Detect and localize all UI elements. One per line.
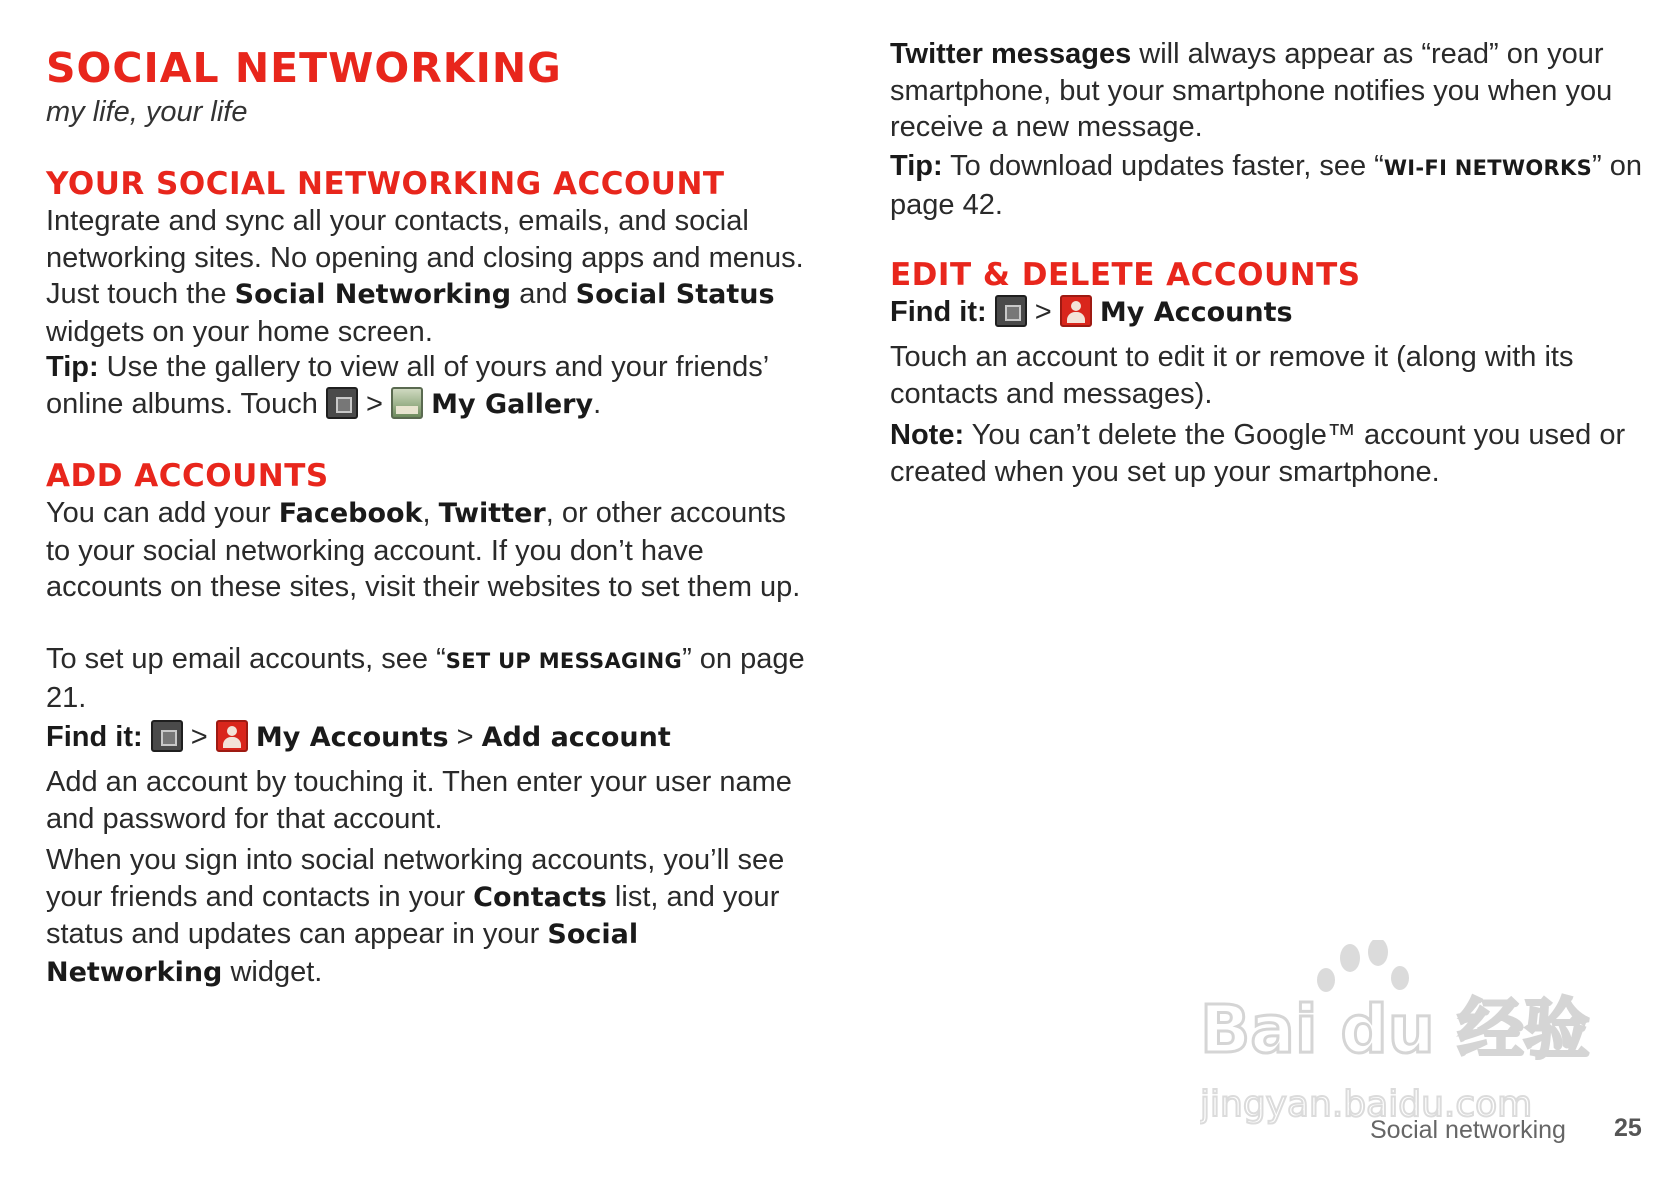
google-note-paragraph: Note: You can’t delete the Google™ account you used or created when you set up your smartphone. (890, 419, 1626, 488)
wifi-networks-ref: WI-FI NETWORKS (1383, 156, 1593, 180)
accounts-icon (216, 720, 248, 752)
heading-edit-delete: EDIT & DELETE ACCOUNTS (890, 257, 1361, 293)
accounts-icon (1060, 295, 1092, 327)
page-subtitle: my life, your life (46, 96, 248, 128)
contacts-term: Contacts (473, 881, 607, 913)
app-menu-icon (151, 720, 183, 752)
gallery-tip-paragraph: Tip: Use the gallery to view all of yours and your friends’ online albums. Touch > My Gallery. (46, 351, 769, 420)
gallery-icon (391, 387, 423, 419)
facebook-term: Facebook (278, 498, 423, 529)
tip-label: Tip: (46, 351, 99, 383)
twitter-term: Twitter (438, 498, 546, 529)
account-intro-paragraph: Integrate and sync all your contacts, emails, and social networking sites. No opening and closing apps and menus. Just touch the Social Networking and Social Status widgets on your home screen. (46, 205, 804, 348)
my-accounts-term: My Accounts (255, 722, 449, 753)
page-title: SOCIAL NETWORKING (46, 44, 562, 92)
set-up-messaging-ref: SET UP MESSAGING (445, 649, 683, 673)
page-number: 25 (1614, 1114, 1642, 1142)
watermark-line2: jingyan.baidu.com (1200, 1084, 1533, 1125)
footer-section-label: Social networking (1370, 1116, 1566, 1144)
email-setup-paragraph: To set up email accounts, see “SET UP MESSAGING” on page 21. (46, 643, 805, 714)
baidu-watermark (1200, 940, 1600, 1140)
my-gallery-term: My Gallery (431, 388, 594, 420)
twitter-messages-paragraph: Twitter messages will always appear as “read” on your smartphone, but your smartphone notifies you when you receive a new message. (890, 38, 1613, 143)
wifi-tip-paragraph: Tip: To download updates faster, see “WI-FI NETWORKS” on page 42. (890, 150, 1643, 221)
twitter-messages-term: Twitter messages (890, 38, 1132, 70)
my-accounts-term: My Accounts (1099, 297, 1293, 328)
watermark-line1: Bai du 经验 (1200, 991, 1590, 1068)
app-menu-icon (326, 387, 358, 419)
edit-instructions: Touch an account to edit it or remove it (along with its contacts and messages). (890, 341, 1574, 410)
find-it-label: Find it: (46, 721, 143, 753)
heading-social-account: YOUR SOCIAL NETWORKING ACCOUNT (46, 166, 725, 202)
edit-find-it-path: Find it: > My Accounts (890, 296, 1293, 328)
app-menu-icon (995, 295, 1027, 327)
add-account-instructions: Add an account by touching it. Then enter your user name and password for that account. (46, 766, 792, 835)
find-it-label: Find it: (890, 296, 987, 328)
social-networking-widget-term: Social Networking (234, 279, 512, 310)
add-account-term: Add account (481, 722, 671, 753)
sign-in-paragraph: When you sign into social networking accounts, you’ll see your friends and contacts in your Contacts list, and your status and updates can appear in your Social Networking widget. (46, 844, 785, 988)
tip-label: Tip: (890, 150, 943, 182)
add-accounts-paragraph: You can add your Facebook, Twitter, or other accounts to your social networking account. If you don’t have accounts on these sites, visit their websites to set them up. (46, 497, 801, 603)
note-label: Note: (890, 419, 965, 451)
heading-add-accounts: ADD ACCOUNTS (46, 458, 329, 494)
add-find-it-path: Find it: > My Accounts > Add account (46, 721, 671, 753)
social-status-widget-term: Social Status (575, 279, 775, 310)
social-networking-term: Social Networking (46, 919, 639, 988)
